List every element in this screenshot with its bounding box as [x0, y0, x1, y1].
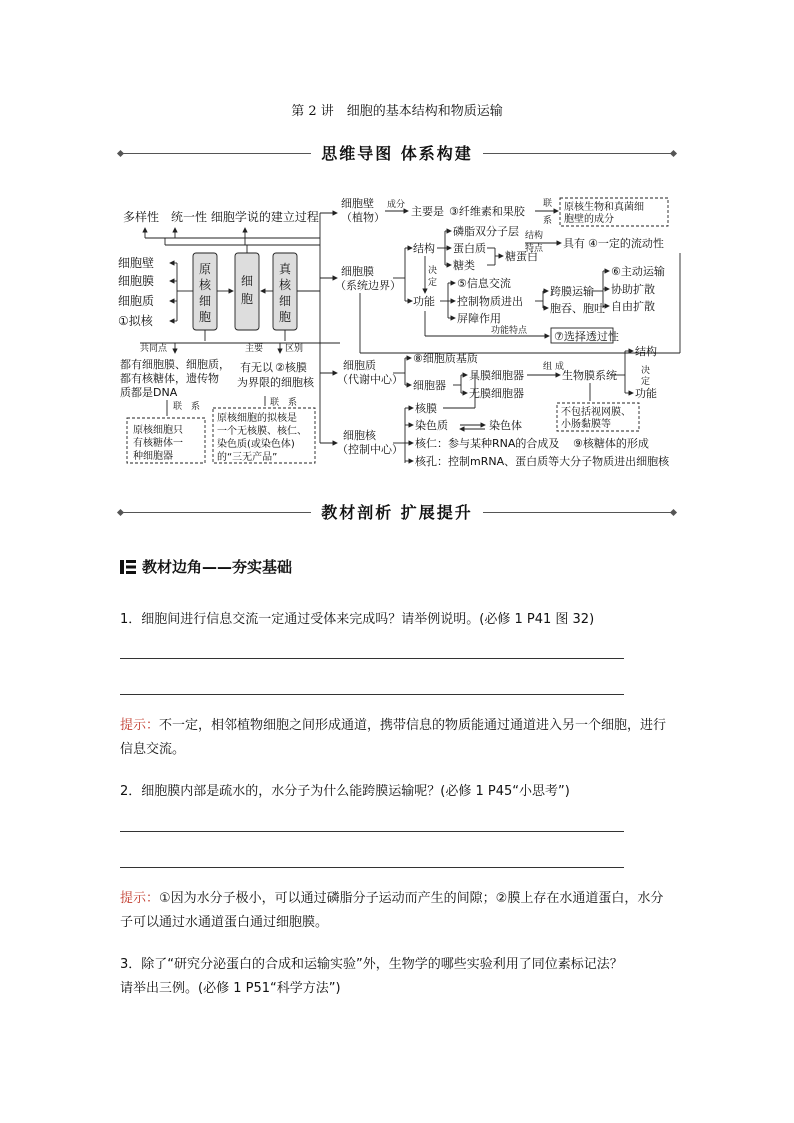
- mm-note-left: 有核糖体一: [133, 438, 183, 449]
- hint-2: [120, 887, 676, 935]
- mm-func-item: 屏障作用: [457, 312, 501, 325]
- mm-note-right: 原核细胞的拟核是: [217, 413, 297, 424]
- hint-1: [120, 714, 676, 762]
- hint-label: 提示：: [120, 891, 160, 906]
- mm-transport-type: 协助扩散: [611, 283, 655, 296]
- mm-diff-text: 有无以: [240, 361, 273, 374]
- mm-biomem-note: 小肠黏膜等: [561, 419, 611, 430]
- mm-wall: 细胞壁: [341, 197, 374, 210]
- mm-cytoplasm: 细胞质: [343, 359, 376, 372]
- list-bar-icon: [120, 560, 136, 574]
- section-title: 教材剖析 扩展提升: [311, 500, 483, 523]
- mm-box-eukaryote-char: 胞: [278, 310, 292, 324]
- mm-top-row: 多样性 统一性 细胞学说的建立过程: [123, 210, 319, 224]
- mm-membrane-org: 具膜细胞器: [469, 369, 524, 382]
- question-3: 3．除了“研究分泌蛋白的合成和运输实验”外，生物学的哪些实验利用了同位素标记法？: [120, 957, 623, 972]
- mm-nucleus: 细胞核: [343, 429, 376, 442]
- mm-transport-type: ⑥主动运输: [611, 265, 665, 278]
- mm-common-text: 都有核糖体，遗传物: [120, 372, 219, 385]
- section-header-analysis: [120, 500, 674, 523]
- hint-text: ①因为水分子极小，可以通过磷脂分子运动而产生的间隙；②膜上存在水通道蛋白，水分子可以通过水通道蛋白通过细胞膜。: [120, 891, 664, 930]
- mm-lianxi: 联 系: [173, 402, 201, 412]
- mm-matrix: ⑧细胞质基质: [413, 352, 478, 365]
- mm-struct-feature: 结构: [525, 231, 544, 241]
- mm-membrane: 细胞膜: [341, 265, 374, 278]
- mm-selective: ⑦选择透过性: [554, 330, 619, 343]
- mm-membrane: （系统边界）: [335, 279, 401, 292]
- mm-box-cell-char: 胞: [240, 292, 254, 306]
- mm-transport-type: 自由扩散: [611, 300, 655, 313]
- mm-wall-note: 胞壁的成分: [564, 214, 614, 225]
- mm-common-label: 共同点: [140, 344, 168, 354]
- mm-transport: 跨膜运输: [550, 285, 594, 298]
- mm-box-prokaryote-char: 细: [198, 294, 212, 308]
- mm-note-left: 原核细胞只: [133, 425, 183, 436]
- mm-wall-note: 原核生物和真菌细: [564, 202, 644, 213]
- mm-wall-main: 主要是: [411, 205, 444, 218]
- mm-cytoplasm: （代谢中心）: [337, 373, 403, 386]
- mm-right-decide: 定: [641, 377, 651, 387]
- mm-nuc-item: 核膜: [415, 402, 437, 415]
- mm-wall-item: ③纤维素和果胶: [449, 205, 525, 218]
- mm-zucheng: 成: [555, 362, 565, 372]
- mm-lianxi2: 联: [543, 199, 553, 209]
- mm-diff-text: ②核膜: [275, 361, 307, 374]
- answer-line: [120, 867, 624, 868]
- mm-zucheng: 组: [543, 362, 553, 372]
- lecture-title: 第 2 讲 细胞的基本结构和物质运输: [291, 104, 503, 119]
- mm-membrane-org: 无膜细胞器: [469, 387, 524, 400]
- mm-tangdanbai: 糖蛋白: [505, 250, 538, 263]
- subsection-title: 教材边角——夯实基础: [142, 558, 293, 576]
- mm-struct-feature: 特点: [525, 244, 544, 254]
- question-3-cont: 请举出三例。(必修 1 P51“科学方法”): [120, 981, 341, 996]
- mm-jueding: 定: [428, 278, 438, 288]
- mm-note-right: 的“三无产品”: [217, 452, 278, 463]
- mm-struct-item: 蛋白质: [453, 242, 486, 255]
- mm-ribosome-form: ⑨核糖体的形成: [573, 437, 649, 450]
- mm-nucleus: （控制中心）: [337, 443, 403, 456]
- mm-nuc-item: 染色质: [415, 419, 448, 432]
- mm-func-feature: 功能特点: [491, 326, 528, 336]
- hint-label: 提示：: [120, 718, 160, 733]
- mm-box-eukaryote-char: 真: [278, 262, 292, 276]
- mm-struct-item: 糖类: [453, 259, 475, 272]
- mm-diff-label: 区别: [285, 344, 304, 354]
- mm-note-right: 染色质(或染色体): [217, 439, 295, 450]
- mm-left-item: 细胞壁: [118, 256, 155, 270]
- mm-lianxi: 联 系: [270, 398, 298, 408]
- mm-lianxi2: 系: [543, 216, 553, 226]
- mm-right-struct: 结构: [635, 345, 657, 358]
- mm-struct-have: 具有: [563, 237, 585, 250]
- mm-note-right: 一个无核膜、核仁、: [217, 426, 307, 437]
- mm-wall: （植物）: [341, 211, 385, 224]
- mm-nuc-item: 核仁：参与某种RNA的合成及: [415, 437, 560, 450]
- question-1: 1．细胞间进行信息交流一定通过受体来完成吗？请举例说明。(必修 1 P41 图 32): [120, 612, 595, 627]
- subsection-heading: [120, 556, 292, 577]
- mm-organelle: 细胞器: [413, 379, 446, 392]
- hint-text: 不一定，相邻植物细胞之间形成通道，携带信息的物质能通过通道进入另一个细胞，进行信息交流。: [120, 718, 667, 757]
- mm-common-text: 都有细胞膜、细胞质，: [120, 358, 230, 371]
- answer-line: [120, 831, 624, 832]
- mm-biomembrane: 生物膜系统: [562, 369, 617, 382]
- mm-jueding: 决: [428, 266, 438, 276]
- section-title: 思维导图 体系构建: [311, 141, 483, 164]
- mm-jiegou: 结构: [413, 242, 435, 255]
- mm-left-item: 细胞膜: [118, 274, 155, 288]
- mm-box-prokaryote-char: 原: [198, 262, 212, 276]
- mm-note-left: 种细胞器: [133, 451, 173, 462]
- mm-right-func: 功能: [635, 387, 657, 400]
- mm-diff-text: 为界限的细胞核: [237, 376, 314, 389]
- mm-left-item: ①拟核: [118, 314, 153, 328]
- section-header-mindmap: [120, 141, 674, 164]
- mm-main-label: 主要: [245, 344, 264, 354]
- mm-box-eukaryote-char: 核: [278, 278, 292, 292]
- mm-biomem-note: 不包括视网膜、: [561, 407, 631, 418]
- mm-box-prokaryote-char: 胞: [198, 310, 212, 324]
- mm-box-eukaryote-char: 细: [278, 294, 292, 308]
- mm-right-decide: 决: [641, 366, 651, 376]
- mm-left-item: 细胞质: [118, 294, 155, 308]
- answer-line: [120, 658, 624, 659]
- mind-map-diagram: [115, 193, 685, 478]
- answer-line: [120, 694, 624, 695]
- mm-chromosome: 染色体: [489, 419, 522, 432]
- mm-struct-item: 磷脂双分子层: [453, 225, 519, 238]
- mm-common-text: 质都是DNA: [120, 386, 178, 399]
- mm-box-prokaryote-char: 核: [198, 278, 212, 292]
- mm-box-cell-char: 细: [240, 274, 254, 288]
- mm-struct-flow: ④一定的流动性: [588, 237, 664, 250]
- mm-nuc-item: 核孔：控制mRNA、蛋白质等大分子物质进出细胞核: [415, 455, 670, 468]
- mm-transport: 胞吞、胞吐: [550, 302, 605, 315]
- mm-func-item: 控制物质进出: [457, 295, 523, 308]
- mm-wall-chengfen: 成分: [387, 200, 406, 210]
- mm-gongneng: 功能: [413, 295, 435, 308]
- mm-func-item: ⑤信息交流: [457, 277, 511, 290]
- question-2: 2．细胞膜内部是疏水的，水分子为什么能跨膜运输呢？(必修 1 P45“小思考”): [120, 784, 570, 799]
